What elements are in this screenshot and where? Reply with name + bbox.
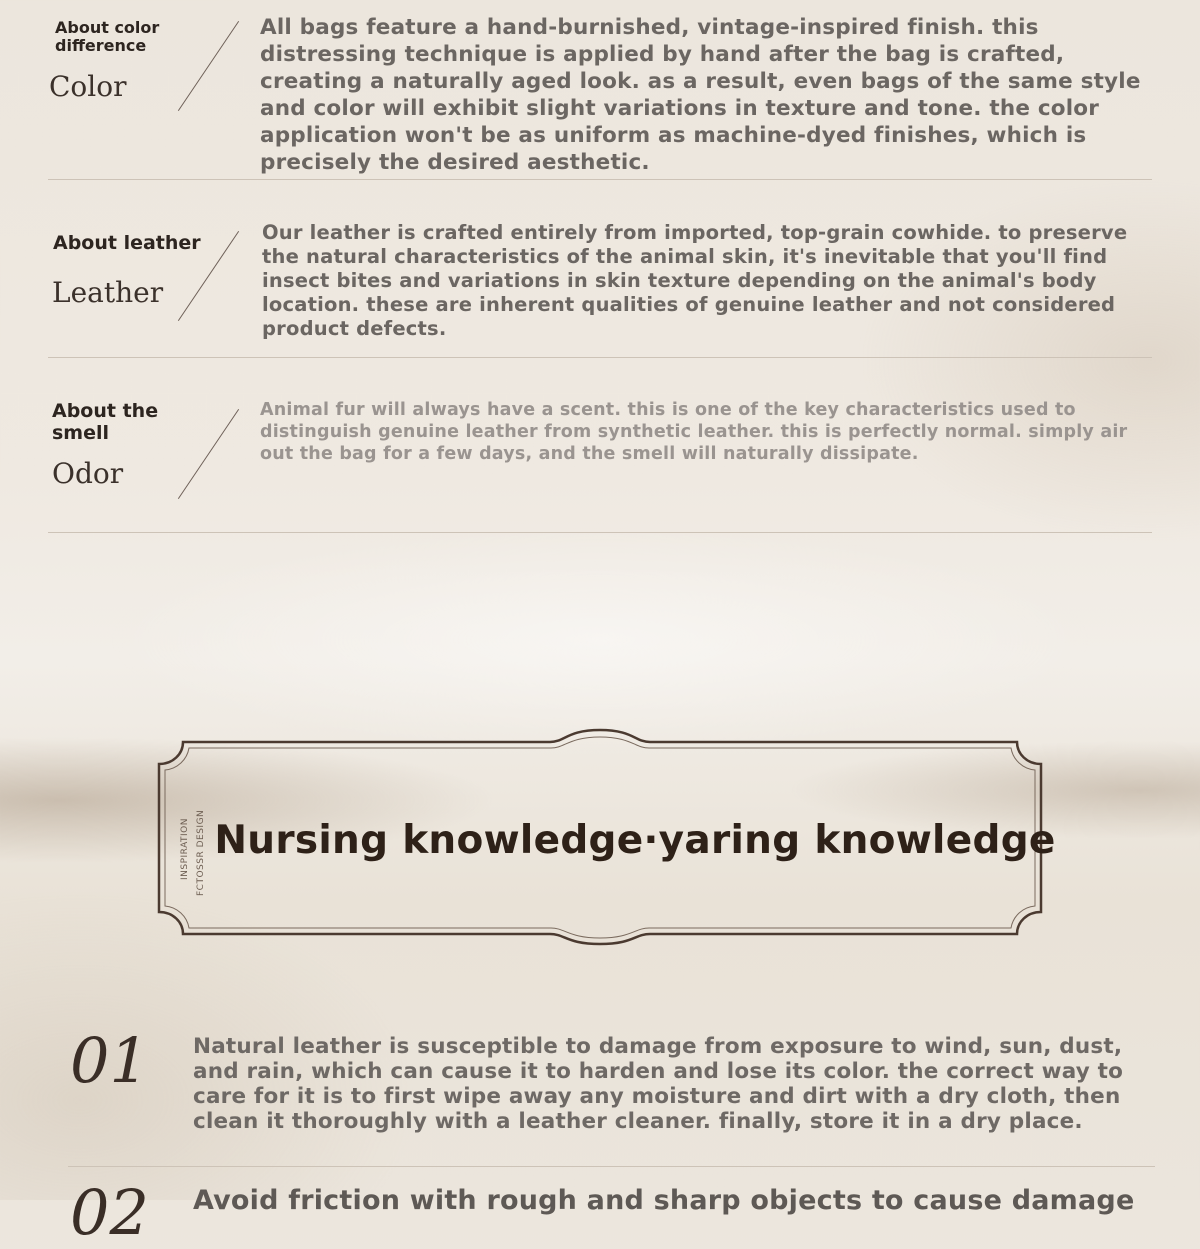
section-label-leather: Leather — [52, 276, 164, 309]
section-title-smell-line2: smell — [52, 422, 110, 444]
section-text-color: All bags feature a hand-burnished, vintage-inspired finish. this distressing technique is applied by hand after the bag is crafted, creating a naturally aged look. as a result, even bags of the same style and color will exhibit slight variations in texture and tone. the color application won't be as uniform as machine-dyed finishes, which is precisely the desired aesthetic. — [260, 15, 1141, 175]
section-title-color-line1: About color — [55, 18, 160, 37]
care-number-02: 02 — [70, 1176, 149, 1249]
section-title-smell-line1: About the — [52, 400, 159, 422]
section-title-leather: About leather — [53, 232, 201, 254]
banner-title: Nursing knowledge·yaring knowledge — [214, 818, 1056, 863]
section-divider — [48, 179, 1152, 180]
care-text-01: Natural leather is susceptible to damage from exposure to wind, sun, dust, and rain, which can cause it to harden and lose its color. the correct way to care for it is to first wipe away any moisture and dirt with a dry cloth, then clean it thoroughly with a leather cleaner. finally, store it in a dry place. — [193, 1034, 1124, 1134]
care-divider — [68, 1166, 1155, 1167]
section-divider — [48, 532, 1152, 533]
care-text-02: Avoid friction with rough and sharp objects to cause damage — [193, 1185, 1135, 1216]
banner-side-line1: INSPIRATION — [180, 818, 190, 880]
section-title-color-line2: difference — [55, 36, 147, 55]
banner-side-line2: FCTOSSR DESIGN — [196, 809, 206, 896]
section-text-leather: Our leather is crafted entirely from imported, top-grain cowhide. to preserve the natural characteristics of the animal skin, it's inevitable that you'll find insect bites and variations in skin texture depending on the animal's body location. these are inherent qualities of genuine leather and not considered product defects. — [262, 221, 1128, 340]
section-divider — [48, 357, 1152, 358]
divider-slash — [178, 409, 239, 499]
care-number-01: 01 — [70, 1024, 149, 1097]
section-label-odor: Odor — [52, 457, 124, 490]
divider-slash — [178, 21, 239, 111]
section-label-color: Color — [49, 70, 127, 103]
section-text-odor: Animal fur will always have a scent. this is one of the key characteristics used to distinguish genuine leather from synthetic leather. this is perfectly normal. simply air out the bag for a few days, and the smell will naturally dissipate. — [260, 400, 1128, 464]
